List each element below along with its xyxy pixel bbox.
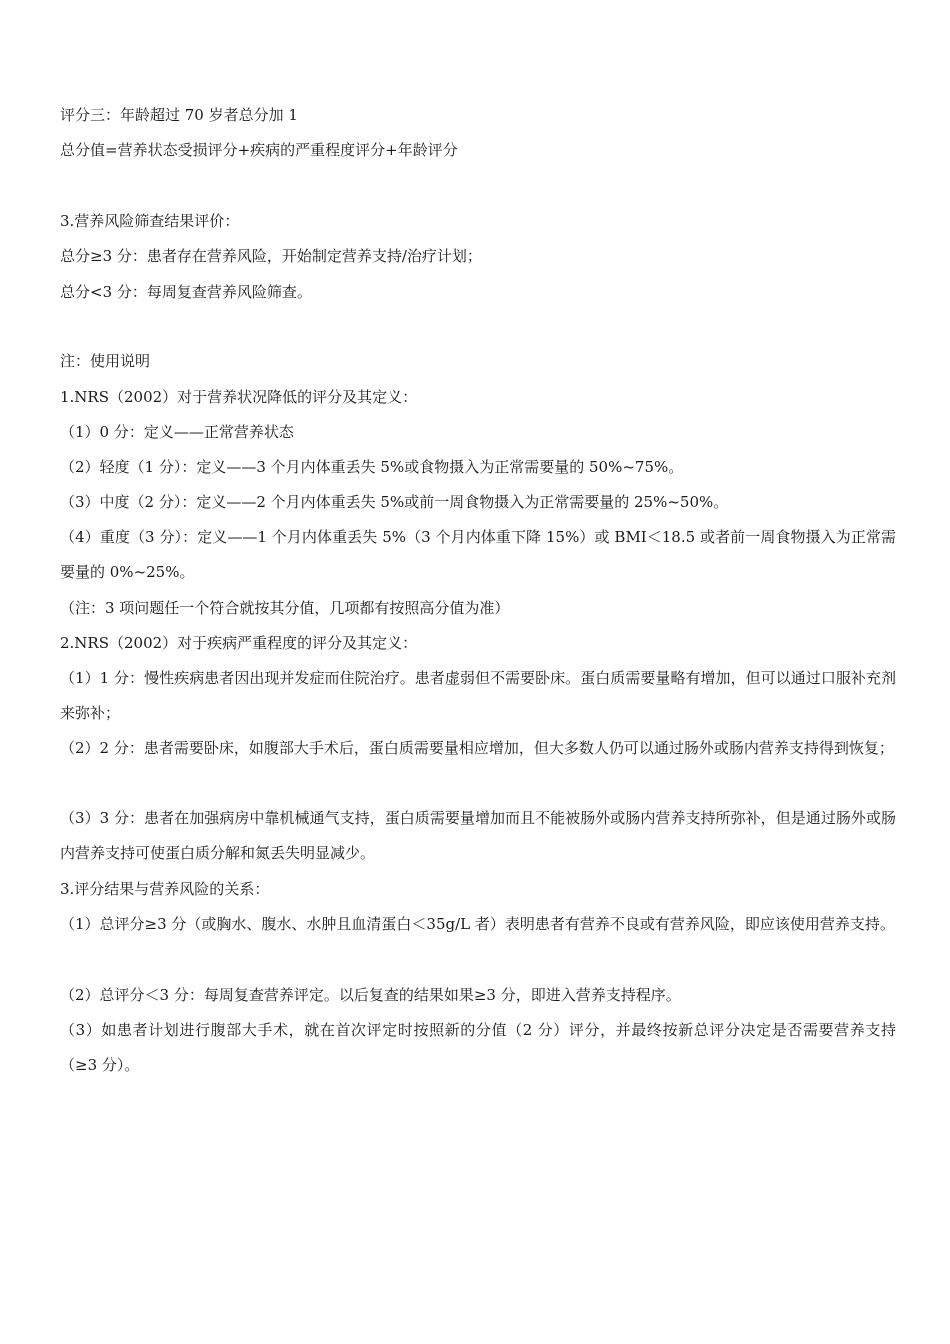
disease-score-3: （3）3 分：患者在加强病房中靠机械通气支持，蛋白质需要量增加而且不能被肠外或肠内营养支持所弥补，但是通过肠外或肠内营养支持可使蛋白质分解和氮丢失明显减少。 bbox=[60, 809, 896, 862]
nutrition-score-0: （1）0 分：定义——正常营养状态 bbox=[60, 423, 294, 441]
nutrition-score-mild: （2）轻度（1 分）：定义——3 个月内体重丢失 5%或食物摄入为正常需要量的 50%~75%。 bbox=[60, 458, 684, 476]
score-lt3-rule: 总分<3 分：每周复查营养风险筛查。 bbox=[60, 283, 312, 301]
section-heading-screening-result: 3.营养风险筛查结果评价： bbox=[60, 212, 240, 230]
nutrition-score-note: （注：3 项问题任一个符合就按其分值，几项都有按照高分值为准） bbox=[60, 599, 510, 617]
section-heading-disease-severity: 2.NRS（2002）对于疾病严重程度的评分及其定义： bbox=[60, 634, 418, 652]
age-score-line: 评分三：年龄超过 70 岁者总分加 1 bbox=[60, 106, 298, 124]
disease-score-2: （2）2 分：患者需要卧床，如腹部大手术后，蛋白质需要量相应增加，但大多数人仍可以通过肠外或肠内营养支持得到恢复； bbox=[60, 739, 894, 757]
disease-score-1: （1）1 分：慢性疾病患者因出现并发症而住院治疗。患者虚弱但不需要卧床。蛋白质需要量略有增加，但可以通过口服补充剂来弥补； bbox=[60, 669, 896, 722]
score-ge3-rule: 总分≥3 分：患者存在营养风险，开始制定营养支持/治疗计划； bbox=[60, 247, 482, 265]
relation-item-1: （1）总评分≥3 分（或胸水、腹水、水肿且血清蛋白＜35g/L 者）表明患者有营养不良或有营养风险，即应该使用营养支持。 bbox=[60, 915, 895, 933]
total-score-formula: 总分值=营养状态受损评分+疾病的严重程度评分+年龄评分 bbox=[60, 141, 458, 159]
notes-heading: 注：使用说明 bbox=[60, 352, 151, 370]
section-heading-score-risk-relation: 3.评分结果与营养风险的关系： bbox=[60, 880, 270, 898]
relation-item-2: （2）总评分＜3 分：每周复查营养评定。以后复查的结果如果≥3 分，即进入营养支持程序。 bbox=[60, 986, 681, 1004]
nutrition-score-moderate: （3）中度（2 分）：定义——2 个月内体重丢失 5%或前一周食物摄入为正常需要量的 25%~50%。 bbox=[60, 493, 729, 511]
relation-item-3: （3）如患者计划进行腹部大手术，就在首次评定时按照新的分值（2 分）评分，并最终按新总评分决定是否需要营养支持（≥3 分）。 bbox=[60, 1021, 896, 1074]
nutrition-score-severe: （4）重度（3 分）：定义——1 个月内体重丢失 5%（3 个月内体重下降 15%）或 BMI＜18.5 或者前一周食物摄入为正常需要量的 0%~25%。 bbox=[60, 528, 896, 581]
section-heading-nutrition-status: 1.NRS（2002）对于营养状况降低的评分及其定义： bbox=[60, 388, 418, 406]
